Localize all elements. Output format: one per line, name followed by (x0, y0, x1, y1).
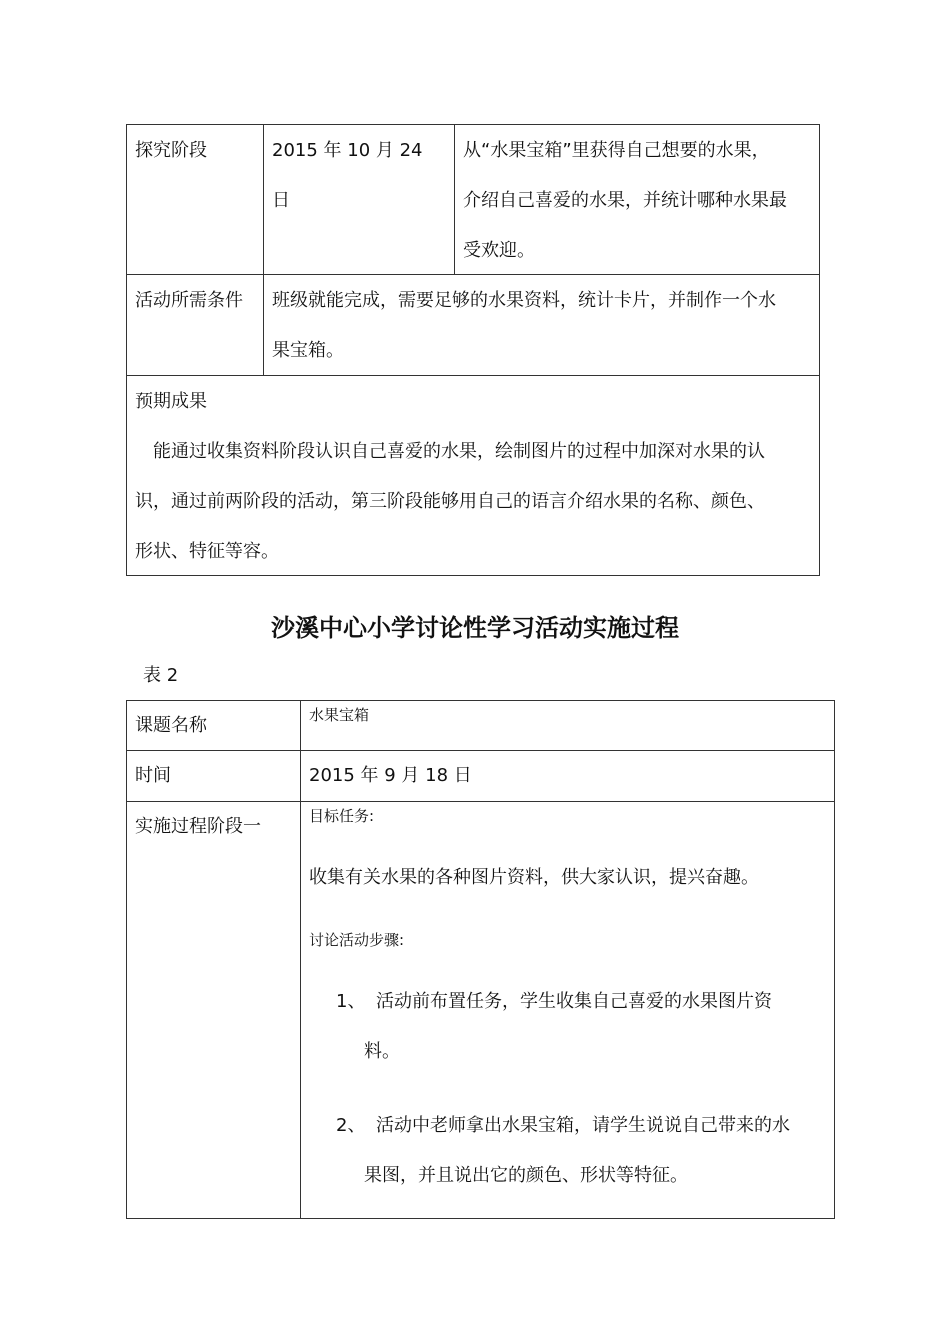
stage-date-line: 2015 年 10 月 24 (272, 140, 423, 161)
stage-label (127, 126, 263, 176)
expected-results-line: 识，通过前两阶段的活动，第三阶段能够用自己的语言介绍水果的名称、颜色、 (135, 491, 765, 512)
expected-results-label: 预期成果 (135, 391, 207, 412)
step-2-line: 果图，并且说出它的颜色、形状等特征。 (364, 1165, 688, 1186)
time-value: 2015 年 9 月 18 日 (309, 765, 472, 786)
stage-description-line: 介绍自己喜爱的水果，并统计哪种水果最 (463, 190, 787, 211)
stage-label-text: 探究阶段 (135, 140, 207, 161)
step-1-number: 1、 (336, 991, 366, 1012)
goal-text: 收集有关水果的各种图片资料，供大家认识，提兴奋趣。 (309, 867, 759, 888)
steps-label: 讨论活动步骤: (309, 931, 405, 949)
conditions-text (264, 276, 820, 376)
stage-description (455, 126, 820, 276)
step-1-line: 料。 (364, 1041, 400, 1062)
stage-description-line: 受欢迎。 (463, 240, 535, 261)
stage-description-line: 从“水果宝箱”里获得自己想要的水果， (463, 140, 770, 161)
expected-results-line: 形状、特征等容。 (135, 541, 279, 562)
table-label: 表 2 (143, 665, 179, 686)
step-2-number: 2、 (336, 1115, 366, 1136)
step-1-line: 活动前布置任务，学生收集自己喜爱的水果图片资 (376, 991, 772, 1012)
section-title: 沙溪中心小学讨论性学习活动实施过程 (271, 614, 679, 642)
time-label: 时间 (135, 765, 171, 786)
conditions-text-line: 果宝箱。 (272, 340, 344, 361)
topic-value: 水果宝箱 (309, 706, 370, 724)
goal-label: 目标任务: (309, 807, 375, 825)
expected-results-line: 能通过收集资料阶段认识自己喜爱的水果，绘制图片的过程中加深对水果的认 (153, 441, 765, 462)
implementation-stage-label: 实施过程阶段一 (135, 816, 261, 837)
conditions-text-line: 班级就能完成，需要足够的水果资料，统计卡片，并制作一个水 (272, 290, 776, 311)
stage-date-line: 日 (272, 190, 290, 211)
step-2-line: 活动中老师拿出水果宝箱，请学生说说自己带来的水 (376, 1115, 790, 1136)
conditions-label-text: 活动所需条件 (135, 290, 243, 311)
topic-label: 课题名称 (135, 715, 207, 736)
conditions-label (127, 276, 263, 326)
expected-results (127, 377, 819, 577)
stage-date (264, 126, 454, 226)
